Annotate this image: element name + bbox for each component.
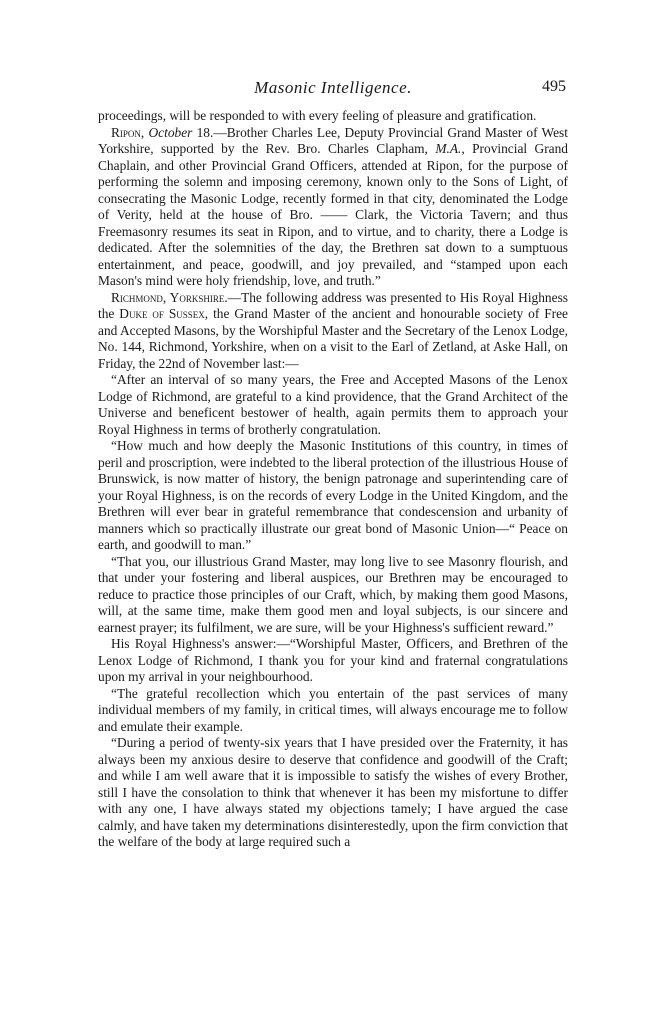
paragraph-address-1: [98, 372, 568, 438]
body-text: [98, 108, 568, 851]
document-page: [98, 76, 568, 851]
duke-name: Duke of Sussex: [119, 306, 205, 321]
paragraph-address-3: [98, 554, 568, 637]
date-month: October: [148, 124, 193, 140]
paragraph-answer-2: [98, 686, 568, 736]
paragraph-address-2: [98, 438, 568, 554]
place-heading-ripon: Ripon,: [111, 124, 145, 140]
paragraph-answer-3: [98, 735, 568, 851]
paragraph-answer-1: [98, 636, 568, 686]
paragraph-text: “That you, our illustrious Grand Master, may long live to see Masonry flourish, and that under your fostering and liberal auspices, our Brethren may be encouraged to reduce to practice those principles of our Craft, which, by making them good Masons, will, at the same time, make them good men and loyal subjects, is our sincere and earnest prayer; its fulfilment, we are sure, will be your Highness's sufficient reward.”: [98, 553, 568, 635]
place-heading-richmond: Richmond, Yorkshire.: [111, 289, 228, 305]
running-head: [98, 76, 568, 102]
paragraph-text: “How much and how deeply the Masonic Institutions of this country, in times of peril and proscription, were indebted to the liberal protection of the illustrious House of Brunswick, is now matter of history, the benign patronage and superintending care of your Royal Highness, is on the records of every Lodge in the United Kingdom, and the Brethren will ever bear in grateful remembrance that condescension and urbanity of manners which so practically illustrate our great bond of Masonic Union—“ Peace on earth, and goodwill to man.”: [98, 438, 568, 552]
paragraph-richmond: [98, 290, 568, 373]
degree-abbrev: M.A.: [435, 141, 462, 156]
paragraph-text: —The following address was presented to His Royal Highness the: [98, 289, 568, 321]
paragraph-text: 18.—Brother Charles Lee, Deputy Provincial Grand Master of West Yorkshire, supported by the Rev. Bro. Charles Clapham,: [98, 124, 568, 156]
paragraph-text-cont: , Provincial Grand Chaplain, and other Provincial Grand Officers, attended at Ripon, for the purpose of performing the solemn and imposing ceremony, known only to the Sons of Light, of consecrating the Masonic Lodge, recently formed in that city, denominated the Lodge of Verity, held at the house of Bro. —— Clark, the Victoria Tavern; and thus Freemasonry resumes its seat in Ripon, and to virtue, and to charity, there a Lodge is dedicated. After the solemnities of the day, the Brethren sat down to a sumptuous entertainment, and peace, goodwill, and joy prevailed, and “stamped upon each Mason's mind were holy friendship, love, and truth.”: [98, 141, 568, 288]
paragraph-text: proceedings, will be responded to with every feeling of pleasure and gratification.: [98, 108, 537, 123]
paragraph-text: “After an interval of so many years, the Free and Accepted Masons of the Lenox Lodge of Richmond, are grateful to a kind providence, that the Grand Architect of the Universe and beneficent bestower of health, again permits them to approach your Royal Highness in terms of brotherly congratulation.: [98, 372, 568, 437]
paragraph-text: “During a period of twenty-six years that I have presided over the Fraternity, it has always been my anxious desire to deserve that confidence and goodwill of the Craft; and while I am well aware that it is impossible to satisfy the wishes of every Brother, still I have the consolation to think that whenever it has been my misfortune to differ with any one, I have always stated my objections tamely; I have argued the case calmly, and have taken my determinations disinterestedly, upon the firm conviction that the welfare of the body at large required such a: [98, 735, 568, 849]
paragraph-continuation: [98, 108, 568, 125]
paragraph-text: “The grateful recollection which you entertain of the past services of many individual members of my family, in critical times, will always encourage me to follow and emulate their example.: [98, 685, 568, 734]
paragraph-ripon: [98, 125, 568, 290]
running-title: Masonic Intelligence.: [254, 78, 412, 97]
paragraph-text-cont: , the Grand Master of the ancient and honourable society of Free and Accepted Masons, by the Worshipful Master and the Secretary of the Lenox Lodge, No. 144, Richmond, Yorkshire, when on a visit to the Earl of Zetland, at Aske Hall, on Friday, the 22nd of November last:—: [98, 306, 568, 371]
page-number: 495: [542, 78, 566, 95]
paragraph-text: His Royal Highness's answer:—“Worshipful Master, Officers, and Brethren of the Lenox Lodge of Richmond, I thank you for your kind and fraternal congratulations upon my arrival in your neighbourhood.: [98, 636, 568, 684]
